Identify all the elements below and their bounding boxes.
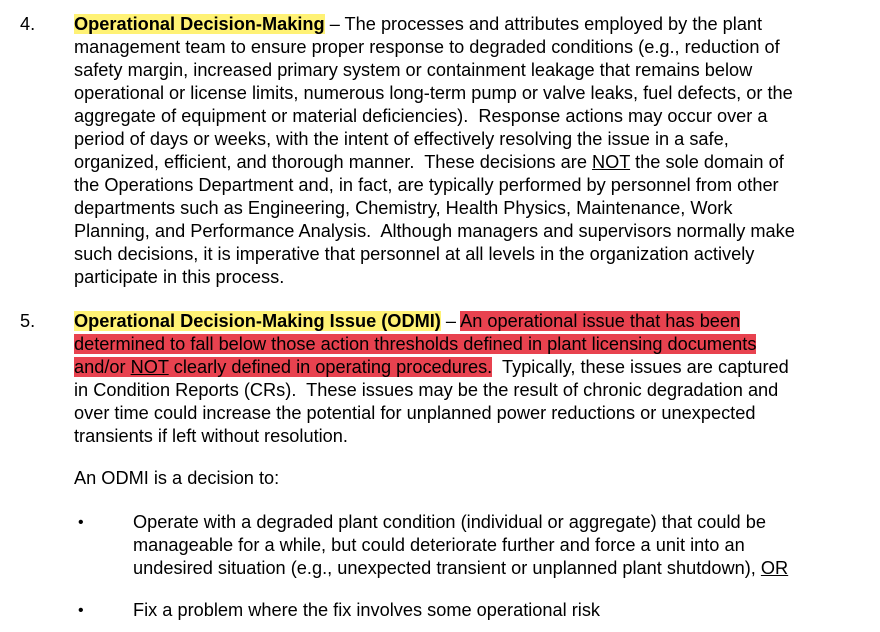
line-text: the sole domain of bbox=[630, 152, 784, 172]
item-4-line-5: aggregate of equipment or material deficiencies). Response actions may occur over a bbox=[74, 106, 768, 126]
bullet-2-line-1: Fix a problem where the fix involves some operational risk bbox=[133, 600, 601, 620]
bullet-icon: • bbox=[78, 602, 84, 619]
dash: – bbox=[440, 311, 461, 331]
line-text: and/or bbox=[74, 357, 131, 377]
line-text: The processes and attributes employed by the plant bbox=[344, 14, 763, 34]
item-5-line-3 bbox=[74, 356, 789, 379]
bullet-1-line-2: manageable for a while, but could deteriorate further and force a unit into an bbox=[133, 535, 745, 555]
item-4-line-4: operational or license limits, numerous long-term pump or valve leaks, fuel defects, or the bbox=[74, 83, 793, 103]
item-5-line-5: over time could increase the potential for unplanned power reductions or unexpected bbox=[74, 403, 756, 423]
item-4-line-6: period of days or weeks, with the intent of effectively resolving the issue in a safe, bbox=[74, 129, 729, 149]
item-4-line-3: safety margin, increased primary system or containment leakage that remains below bbox=[74, 60, 753, 80]
item-4-line-8: the Operations Department and, in fact, are typically performed by personnel from other bbox=[74, 175, 779, 195]
item-number: 5. bbox=[20, 311, 36, 331]
dash: – bbox=[324, 14, 345, 34]
item-5-line-6: transients if left without resolution. bbox=[74, 426, 348, 446]
bullet-1-line-1: Operate with a degraded plant condition (individual or aggregate) that could be bbox=[133, 512, 766, 532]
emphasis-not: NOT bbox=[130, 357, 169, 377]
term-operational-decision-making: Operational Decision-Making bbox=[74, 14, 325, 34]
bullet-1-line-3 bbox=[133, 557, 788, 580]
odmi-intro: An ODMI is a decision to: bbox=[74, 468, 280, 488]
item-4-line-1 bbox=[74, 13, 762, 36]
emphasis-not: NOT bbox=[592, 152, 631, 172]
item-4-line-11: such decisions, it is imperative that personnel at all levels in the organization actively bbox=[74, 244, 755, 264]
emphasis-or: OR bbox=[760, 558, 789, 578]
line-text: organized, efficient, and thorough manner. These decisions are bbox=[74, 152, 593, 172]
item-5-line-2 bbox=[74, 333, 756, 356]
item-5-line-4: in Condition Reports (CRs). These issues may be the result of chronic degradation and bbox=[74, 380, 779, 400]
item-4-line-10: Planning, and Performance Analysis. Although managers and supervisors normally make bbox=[74, 221, 795, 241]
item-5-line-1 bbox=[74, 310, 740, 333]
bullet-icon: • bbox=[78, 514, 84, 531]
term-odmi: Operational Decision-Making Issue (ODMI) bbox=[74, 311, 441, 331]
item-4-line-7 bbox=[74, 151, 784, 174]
item-number: 4. bbox=[20, 14, 36, 34]
highlighted-definition: determined to fall below those action thresholds defined in plant licensing documents bbox=[74, 334, 757, 354]
highlighted-definition: An operational issue that has been bbox=[460, 311, 741, 331]
item-4-line-9: departments such as Engineering, Chemistry, Health Physics, Maintenance, Work bbox=[74, 198, 733, 218]
line-text: Typically, these issues are captured bbox=[492, 357, 789, 377]
highlighted-definition bbox=[74, 357, 492, 377]
item-4-line-2: management team to ensure proper response to degraded conditions (e.g., reduction of bbox=[74, 37, 780, 57]
line-text: undesired situation (e.g., unexpected transient or unplanned plant shutdown), bbox=[133, 558, 761, 578]
line-text: clearly defined in operating procedures. bbox=[168, 357, 493, 377]
item-4-line-12: participate in this process. bbox=[74, 267, 285, 287]
